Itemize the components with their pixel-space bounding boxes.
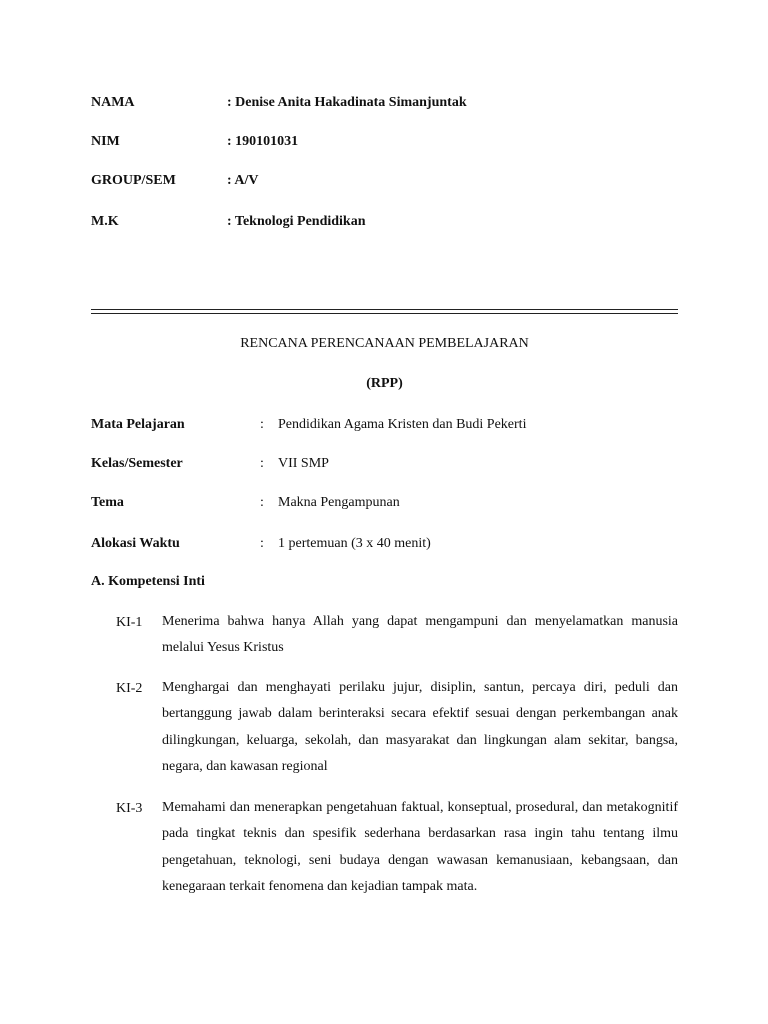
info-separator: : [260,495,264,510]
info-label: Tema [91,495,124,510]
ki-text: Menghargai dan menghayati perilaku jujur, disiplin, santun, percaya diri, peduli dan bertanggung jawab dalam berinteraksi secara efektif sesuai dengan perkembangan anak dilingkungan, keluarga, sekolah, dan masyarakat dan lingkungan alam sekitar, bangsa, negara, dan kawasan regional [162,680,678,774]
info-label: Kelas/Semester [91,456,183,471]
nim-label: NIM [91,134,120,149]
info-separator: : [260,536,264,551]
name-value: : Denise Anita Hakadinata Simanjuntak [227,95,467,110]
mk-label: M.K [91,214,119,229]
info-value: Pendidikan Agama Kristen dan Budi Pekerti [278,417,527,432]
info-separator: : [260,456,264,471]
ki-text: Memahami dan menerapkan pengetahuan faktual, konseptual, prosedural, dan metakognitif pada tingkat teknis dan spesifik sederhana berdasarkan rasa ingin tahu tentang ilmu pengetahuan, teknologi, seni budaya dengan wawasan kemanusiaan, kebangsaan, dan kenegaraan terkait fenomena dan kejadian tampak mata. [162,800,678,894]
ki-code: KI-2 [116,681,143,696]
info-separator: : [260,417,264,432]
info-label: Alokasi Waktu [91,536,180,551]
section-heading: A. Kompetensi Inti [91,574,205,589]
info-value: Makna Pengampunan [278,495,400,510]
document-subtitle: (RPP) [366,376,403,391]
info-label: Mata Pelajaran [91,417,185,432]
mk-value: : Teknologi Pendidikan [227,214,366,229]
divider-bottom-line [91,313,678,314]
ki-code: KI-1 [116,615,143,630]
nim-value: : 190101031 [227,134,299,149]
document-title: RENCANA PERENCANAAN PEMBELAJARAN [240,336,529,351]
group-value: : A/V [227,173,259,188]
info-value: 1 pertemuan (3 x 40 menit) [278,536,431,551]
name-label: NAMA [91,95,135,110]
ki-text: Menerima bahwa hanya Allah yang dapat mengampuni dan menyelamatkan manusia melalui Yesus Kristus [162,614,678,656]
ki-code: KI-3 [116,801,143,816]
group-label: GROUP/SEM [91,173,176,188]
divider-top-line [91,309,678,310]
info-value: VII SMP [278,456,329,471]
